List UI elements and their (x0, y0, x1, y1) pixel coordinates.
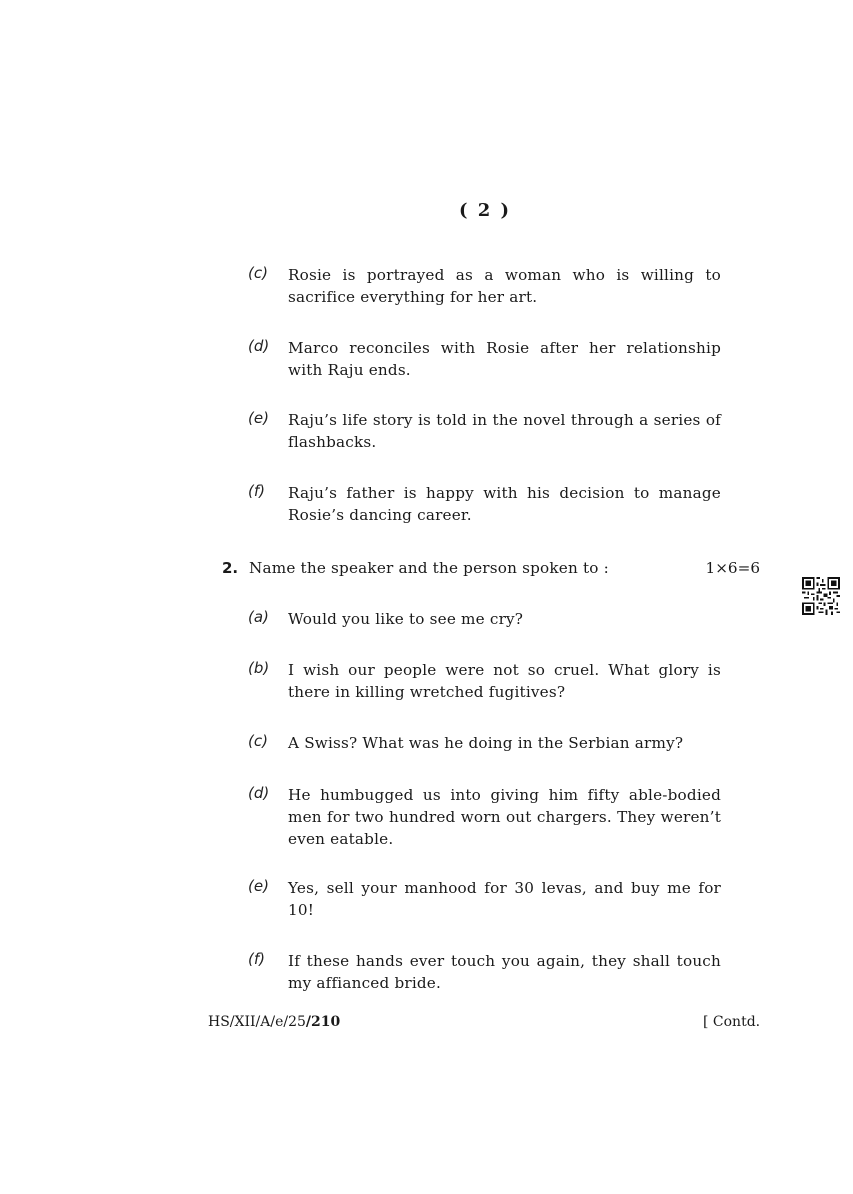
item-text: Rosie is portrayed as a woman who is willing to sacrifice everything for her art. (288, 266, 721, 306)
question-marks: 1×6=6 (705, 559, 760, 577)
item-label: (b) (248, 659, 270, 677)
item-text: He humbugged us into giving him fifty able-bodied men for two hundred worn out chargers. They weren’t even eatable. (288, 786, 721, 848)
item-label: (e) (248, 409, 269, 427)
item-text: Marco reconciles with Rosie after her relationship with Raju ends. (288, 339, 721, 379)
item-label: (d) (248, 784, 270, 802)
item-label: (e) (248, 877, 269, 895)
item-text: I wish our people were not so cruel. What glory is there in killing wretched fugitives? (288, 661, 721, 701)
item-label: (c) (248, 732, 268, 750)
question-prompt: Name the speaker and the person spoken to : (249, 559, 609, 577)
item-label: (c) (248, 264, 268, 282)
item-label: (d) (248, 337, 270, 355)
paper-code-suffix: /210 (305, 1014, 341, 1030)
item-text: Raju’s life story is told in the novel through a series of flashbacks. (288, 411, 721, 451)
item-label: (a) (248, 608, 269, 626)
item-text: If these hands ever touch you again, they shall touch my affianced bride. (288, 952, 721, 992)
question-number: 2. (222, 559, 239, 577)
item-text: Raju’s father is happy with his decision to manage Rosie’s dancing career. (288, 484, 721, 524)
qr-code-icon (802, 577, 840, 615)
paper-code-prefix: HS/XII/A/e/25 (208, 1014, 306, 1030)
item-text: Yes, sell your manhood for 30 levas, and buy me for 10! (288, 879, 721, 919)
contd-note: [ Contd. (703, 1014, 761, 1030)
item-text: A Swiss? What was he doing in the Serbian army? (288, 734, 684, 752)
item-text: Would you like to see me cry? (288, 610, 524, 628)
paper-code (208, 1014, 340, 1030)
item-label: (f) (248, 950, 265, 968)
item-label: (f) (248, 482, 265, 500)
page-number: ( 2 ) (458, 200, 512, 221)
